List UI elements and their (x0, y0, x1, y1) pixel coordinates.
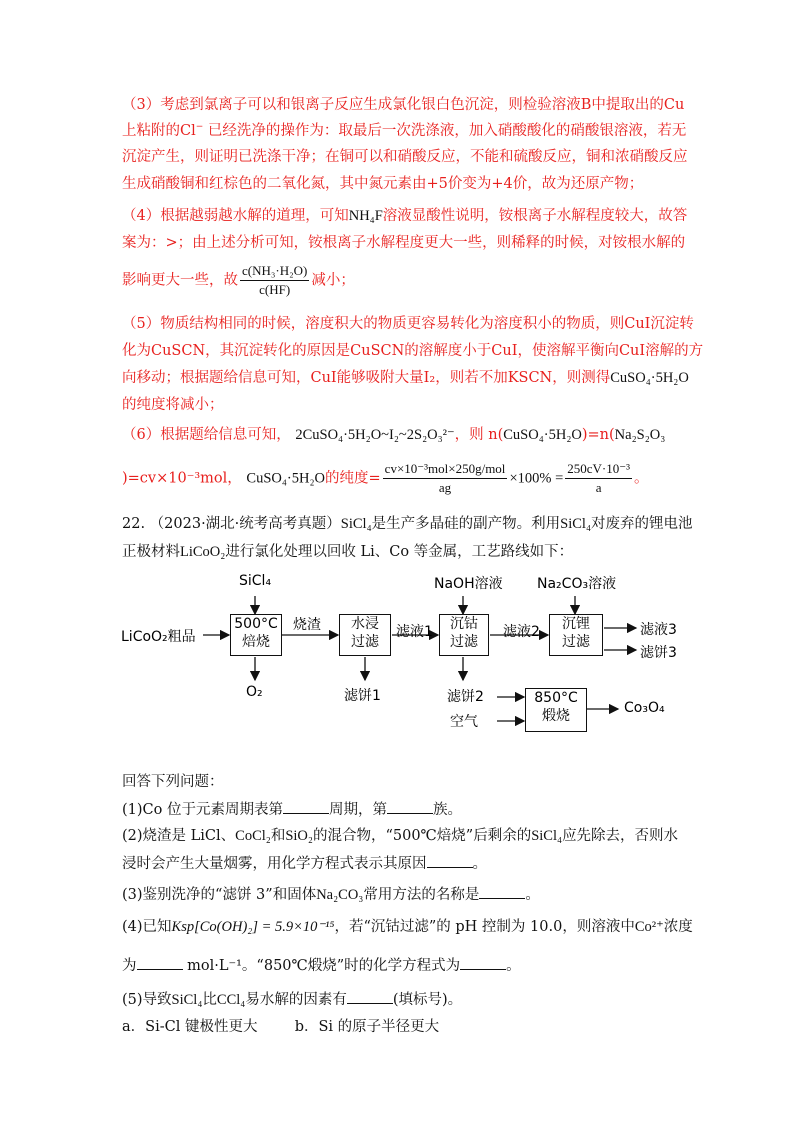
q3-text-d: 。 (525, 887, 540, 903)
q4-text-a: (4)已知 (122, 919, 172, 935)
purity-numerator-1: cv×10⁻³mol×250g/mol (383, 460, 508, 479)
cake3-label: 滤饼3 (640, 645, 677, 661)
q4-blank-equation[interactable] (460, 955, 506, 970)
q2-text-a: (2)烧渣是 LiCl、 (122, 828, 236, 844)
q2-line-2 (122, 853, 487, 874)
filtrate2-label: 滤液2 (503, 624, 540, 640)
purity-numerator-2: 250cV·10⁻³ (565, 460, 632, 479)
cuso4-formula-2: CuSO₄·5H₂O (503, 427, 582, 443)
q5-text-c: 比 (202, 992, 217, 1008)
answer-5-line-4: 的纯度将减小； (122, 397, 224, 413)
licoo2-formula: LiCoO₂ (180, 544, 226, 560)
cobalt-box-line-1: 沉钴 (450, 616, 478, 632)
nh4f-formula: NH₄F (348, 208, 383, 224)
purity-denominator-2: a (595, 480, 602, 495)
sicl4-formula-2: SiCl₄ (560, 516, 592, 532)
calcine-box-line-1: 850°C (534, 690, 578, 706)
na2co3-label: Na₂CO₃溶液 (537, 576, 617, 592)
filtrate3-label: 滤液3 (640, 622, 677, 638)
leach-box-line-1: 水浸 (351, 616, 379, 632)
na2co3-formula: Na₂CO₃ (316, 887, 364, 903)
q4-text-c: ，若“沉钴过滤”的 pH 控制为 10.0，则溶液中 (334, 919, 635, 935)
q1-text-c: 族。 (432, 802, 462, 818)
option-b[interactable]: b．Si 的原子半径更大 (294, 1019, 440, 1035)
answer-6-text-a: （6）根据题给信息可知， (122, 427, 291, 443)
q4-line-2 (122, 955, 521, 976)
q2-text-h: 浸时会产生大量烟雾，用化学方程式表示其原因 (122, 856, 427, 872)
cake1-label: 滤饼1 (344, 688, 381, 704)
answer-5-line-2: 化为CuSCN，其沉淀转化的原因是CuSCN的溶解度小于CuI，使溶解平衡向CuI溶解的方 (122, 343, 704, 359)
q5-options (122, 1017, 439, 1037)
answer-5-line-1: （5）物质结构相同的时候，溶度积大的物质更容易转化为溶度积小的物质，则CuI沉淀转 (122, 316, 694, 332)
leach-box (339, 614, 391, 656)
q4-text-h: 。 (506, 958, 521, 974)
roast-box-line-1: 500°C (234, 616, 278, 632)
q4-blank-concentration[interactable] (137, 955, 183, 970)
q4-text-g: mol·L⁻¹。“850℃煅烧”时的化学方程式为 (187, 958, 461, 974)
co2plus-formula: Co²⁺ (634, 919, 664, 935)
q2-line-1 (122, 826, 678, 846)
q5-blank[interactable] (347, 989, 393, 1004)
answer-6-text-f: 的纯度= (325, 470, 381, 487)
cobalt-box-line-2: 过滤 (450, 634, 478, 650)
q4-text-f: 为 (122, 958, 137, 974)
roast-box (230, 614, 282, 656)
roast-box-line-2: 焙烧 (242, 634, 270, 650)
answer-3-line-2: 上粘附的Cl− 已经洗净的操作为：取最后一次洗涤液，加入硝酸酸化的硝酸银溶液，若无 (122, 122, 687, 139)
prompt-line: 回答下列问题： (122, 774, 224, 790)
question-source: （2023·湖北·统考高考真题） (149, 516, 341, 532)
o2-label: O₂ (246, 684, 263, 700)
option-a[interactable]: a．Si-Cl 键极性更大 (122, 1019, 258, 1035)
answer-4-line-2: 案为：>；由上述分析可知，铵根离子水解程度更大一些，则稀释的时候，对铵根水解的 (122, 235, 686, 251)
cocl2-formula: CoCl₂ (235, 828, 271, 844)
q5-text-a: (5)导致 (122, 992, 172, 1008)
q1-text-a: (1)Co 位于元素周期表第 (122, 802, 283, 818)
answer-4-text-b: 溶液显酸性说明，铵根离子水解程度较大，故答 (382, 208, 688, 224)
sio2-formula: SiO₂ (285, 828, 313, 844)
answer-6-text-e: )=cv×10⁻³mol， (122, 470, 242, 487)
ratio-numerator: c(NH₃·H₂O) (240, 262, 309, 281)
q2-blank[interactable] (427, 853, 473, 868)
cake2-label: 滤饼2 (447, 689, 484, 705)
answer-4-text-a: （4）根据越弱越水解的道理，可知 (122, 208, 349, 224)
q3-text-a: (3)鉴别洗净的“滤饼 3”和固体 (122, 887, 317, 903)
q2-text-g: 应先除去，否则水 (562, 828, 679, 844)
q2-text-e: 的混合物，“500℃焙烧”后剩余的 (312, 828, 532, 844)
stem-text-1: 是生产多晶硅的副产物。利用 (371, 516, 561, 532)
answer-6-end: 。 (634, 470, 649, 487)
q3-text-c: 常用方法的名称是 (363, 887, 480, 903)
air-label: 空气 (450, 714, 478, 730)
q4-text-e: 浓度 (663, 919, 693, 935)
answer-4-text-d: 减小； (311, 272, 355, 289)
ratio-denominator: c(HF) (259, 282, 291, 297)
answer-3-line-1: （3）考虑到氯离子可以和银离子反应生成氯化银白色沉淀，则检验溶液B中提取出的Cu (122, 97, 685, 113)
filtrate1-label: 滤液1 (396, 624, 433, 640)
ccl4-formula: CCl₄ (216, 992, 246, 1008)
answer-3-line-2a: 上粘附的Cl (122, 123, 196, 139)
slag-label: 烧渣 (293, 617, 321, 633)
lithium-box-line-1: 沉锂 (562, 616, 590, 632)
sicl4-formula-4: SiCl₄ (171, 992, 203, 1008)
stem-text-3: 正极材料 (122, 544, 180, 560)
calcine-box (525, 688, 587, 732)
answer-6-text-d: )=n( (581, 427, 615, 443)
na2s2o3-formula: Na₂S₂O₃ (614, 427, 666, 443)
q5-text-f: (填标号)。 (392, 992, 463, 1008)
cobalt-box (439, 614, 489, 656)
sicl4-formula-3: SiCl₄ (531, 828, 563, 844)
q1-text-b: 周期，第 (328, 802, 387, 818)
q1-line (122, 799, 462, 820)
question-number: 22. (122, 516, 146, 532)
stoich-relation: 2CuSO₄·5H₂O~I₂~2S₂O₃²⁻ (295, 427, 455, 443)
stem-text-2: 对废弃的锂电池 (591, 516, 693, 532)
answer-6-text-b: ，则 n( (454, 427, 504, 443)
q3-blank[interactable] (479, 884, 525, 899)
input-label: LiCoO₂粗品 (121, 629, 196, 645)
answer-3-line-3: 沉淀产生，则证明已洗涤干净；在铜可以和硝酸反应，不能和硫酸反应，铜和浓硝酸反应 (122, 149, 688, 165)
answer-3-line-4: 生成硝酸铜和红棕色的二氧化氮，其中氮元素由+5价变为+4价，故为还原产物； (122, 176, 644, 192)
answer-4-text-c: 影响更大一些，故 (122, 272, 238, 289)
purity-multiplier: ×100% = (509, 470, 564, 487)
lithium-box (549, 614, 603, 656)
answer-3-line-2b: 已经洗净的操作为：取最后一次洗涤液，加入硝酸酸化的硝酸银溶液，若无 (207, 123, 687, 139)
q2-text-i: 。 (472, 856, 487, 872)
cuso4-formula: CuSO₄·5H₂O (610, 370, 689, 386)
leach-box-line-2: 过滤 (351, 634, 379, 650)
q1-blank-group[interactable] (387, 799, 433, 814)
q2-text-c: 和 (270, 828, 286, 844)
naoh-label: NaOH溶液 (434, 576, 503, 592)
ksp-expression: Ksp[Co(OH)₂] = 5.9×10⁻¹⁵ (171, 919, 335, 935)
q3-line (122, 884, 540, 905)
sicl4-label: SiCl₄ (239, 573, 272, 589)
lithium-box-line-2: 过滤 (562, 634, 590, 650)
stem-text-4: 进行氯化处理以回收 Li、Co 等金属，工艺路线如下： (225, 544, 574, 560)
cuso4-formula-3: CuSO₄·5H₂O (246, 470, 326, 487)
purity-denominator-1: ag (438, 480, 452, 495)
calcine-box-line-2: 煅烧 (542, 708, 570, 724)
q4-line-1 (122, 917, 693, 937)
q1-blank-period[interactable] (283, 799, 329, 814)
product-label: Co₃O₄ (624, 700, 665, 716)
q5-text-e: 易水解的因素有 (245, 992, 347, 1008)
answer-5-text-a: 向移动；根据题给信息可知，CuI能够吸附大量I₂，则若不加KSCN，则测得 (122, 370, 611, 386)
sicl4-formula-1: SiCl₄ (340, 516, 372, 532)
q5-line (122, 989, 462, 1010)
